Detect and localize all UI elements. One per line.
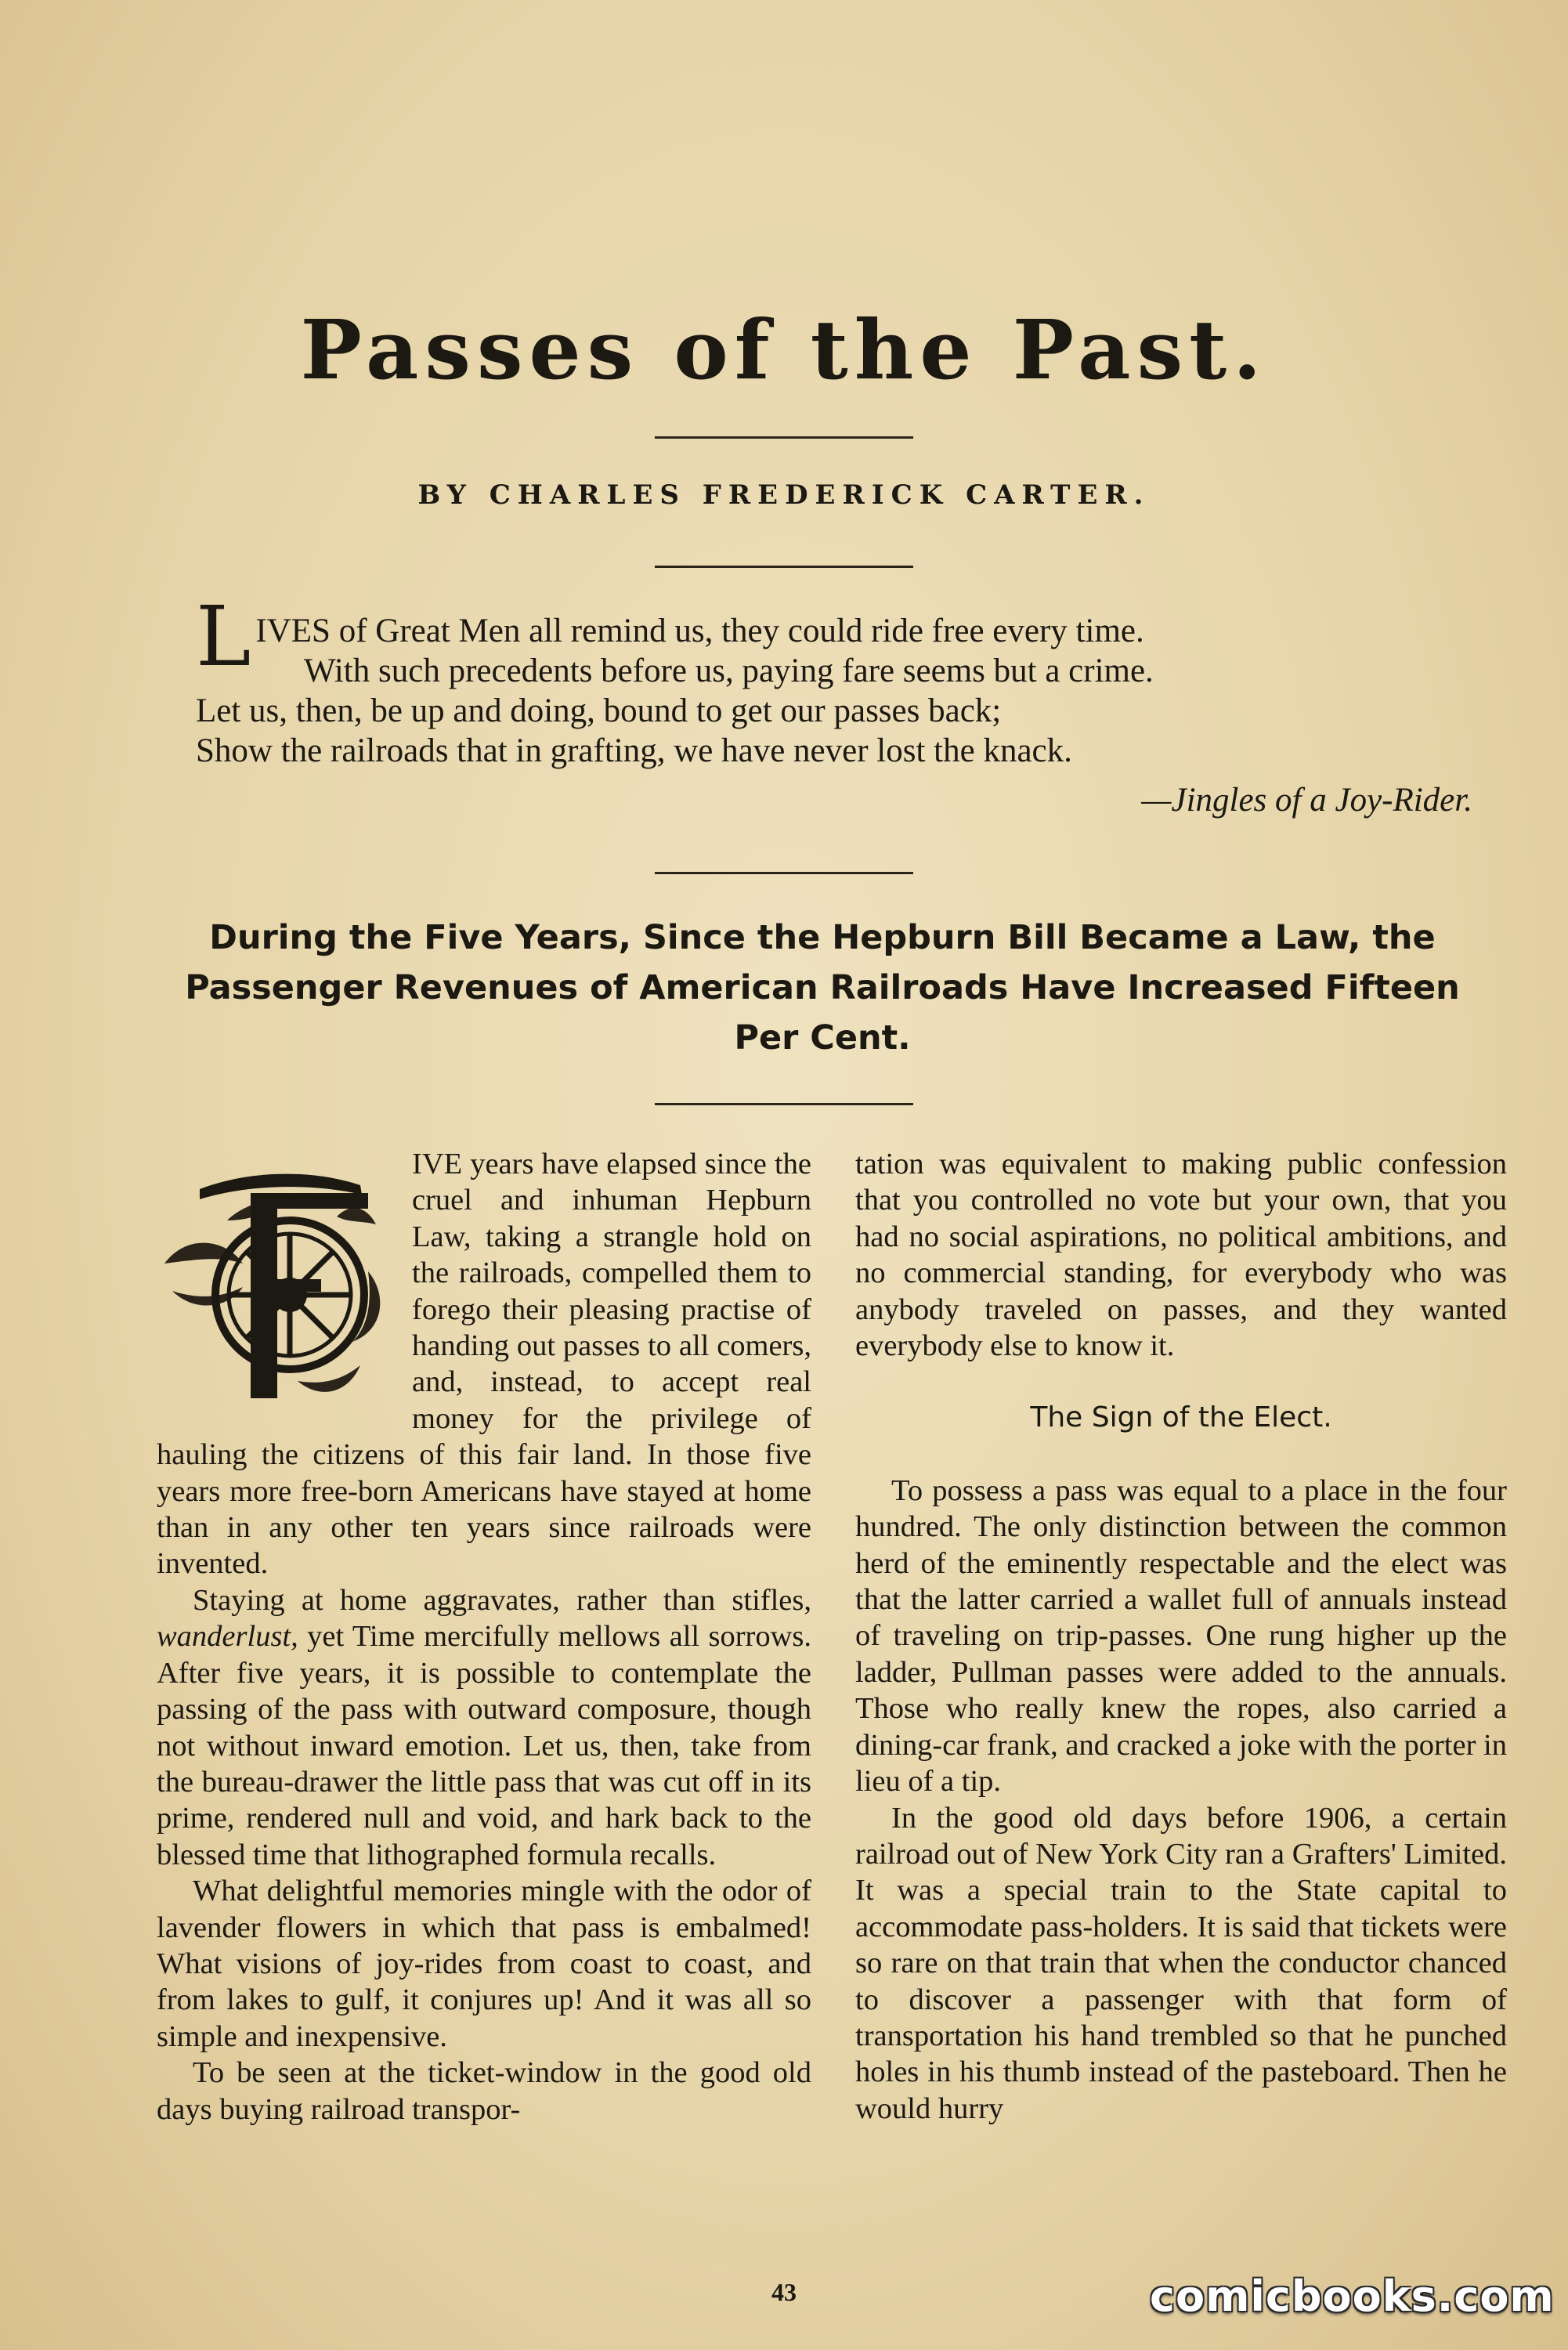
wheel-ornament-icon <box>157 1146 404 1405</box>
left-column <box>157 1146 811 2128</box>
site-watermark: comicbooks.com <box>1150 2272 1555 2321</box>
epigraph-verse <box>196 588 1472 819</box>
left-p2-end: yet Time mercifully mellows all sorrows. After five years, it is possible to contemplate the passing of the pass with outward composure, though not without inward emotion. Let us, then, take from the bureau-drawer the little pass that was cut off in its prime, rendered null and void, and hark back to the blessed time that lithographed formula recalls. <box>157 1620 811 1871</box>
article-deck: During the Five Years, Since the Hepburn Bill Became a Law, the Passenger Revenues of American Railroads Have Increased Fifteen Per Cent. <box>185 918 1460 1058</box>
deck-divider <box>655 1103 913 1105</box>
verse-divider <box>655 872 913 874</box>
verse-line-2: With such precedents before us, paying fare seems but a crime. <box>304 653 1154 689</box>
verse-line-4: Show the railroads that in grafting, we have never lost the knack. <box>196 732 1072 769</box>
byline: BY CHARLES FREDERICK CARTER. <box>417 479 1151 511</box>
page-number: 43 <box>771 2278 797 2306</box>
section-subhead: The Sign of the Elect. <box>1030 1401 1332 1434</box>
right-paragraph-1: tation was equivalent to making public confession that you controlled no vote but your own, that you had no social aspirations, no political ambitions, and no commercial standing, for everybody who was anybody traveled on passes, and they wanted everybody else to know it. <box>855 1148 1507 1363</box>
right-paragraph-3: In the good old days before 1906, a certain railroad out of New York City ran a Grafters' Limited. It was a special train to the State capital to accommodate pass-holders. It is said that tickets were so rare on that train that when the conductor chanced to discover a passenger with that form of transportation his hand trembled so that he punched holes in his thumb instead of the pasteboard. Then he would hurry <box>855 1801 1507 2125</box>
left-p2-italic: wanderlust, <box>157 1620 298 1654</box>
left-paragraph-1: IVE years have elapsed since the cruel and inhuman Hepburn Law, taking a strangle hold on the railroads, compelled them to forego their pleasing practise of handing out passes to all comers, and, instead, to accept real money for the privilege of hauling the citizens of this fair land. In those five years more free-born Americans have stayed at home than in any other ten years since railroads were invented. <box>157 1148 811 1581</box>
verse-line-3: Let us, then, be up and doing, bound to get our passes back; <box>196 692 1002 729</box>
right-paragraph-2: To possess a pass was equal to a place in the four hundred. The only distinction between the common herd of the eminently respectable and the elect was that the latter carried a wallet full of annuals instead of traveling on trip-passes. One rung higher up the ladder, Pullman passes were added to the annuals. Those who really knew the ropes, also carried a dining-car frank, and cracked a joke with the porter in lieu of a tip. <box>855 1473 1507 1799</box>
verse-attribution: —Jingles of a Joy-Rider. <box>1141 782 1472 819</box>
left-paragraph-2 <box>157 1582 811 1873</box>
article-title: Passes of the Past. <box>300 302 1268 398</box>
verse-drop-letter: L <box>196 588 251 685</box>
right-column <box>855 1146 1507 2127</box>
title-divider <box>655 436 913 439</box>
left-paragraph-3: What delightful memories mingle with the odor of lavender flowers in which that pass is embalmed! What visions of joy-rides from coast to coast, and from lakes to gulf, it conjures up! And it was all so simple and inexpensive. <box>157 1875 811 2053</box>
byline-divider <box>655 566 913 568</box>
left-paragraph-4: To be seen at the ticket-window in the good old days buying railroad transpor- <box>157 2056 811 2126</box>
verse-line-1-text: IVES of Great Men all remind us, they could ride free every time. <box>255 613 1144 649</box>
left-p2-start: Staying at home aggravates, rather than stifles, <box>193 1583 811 1617</box>
